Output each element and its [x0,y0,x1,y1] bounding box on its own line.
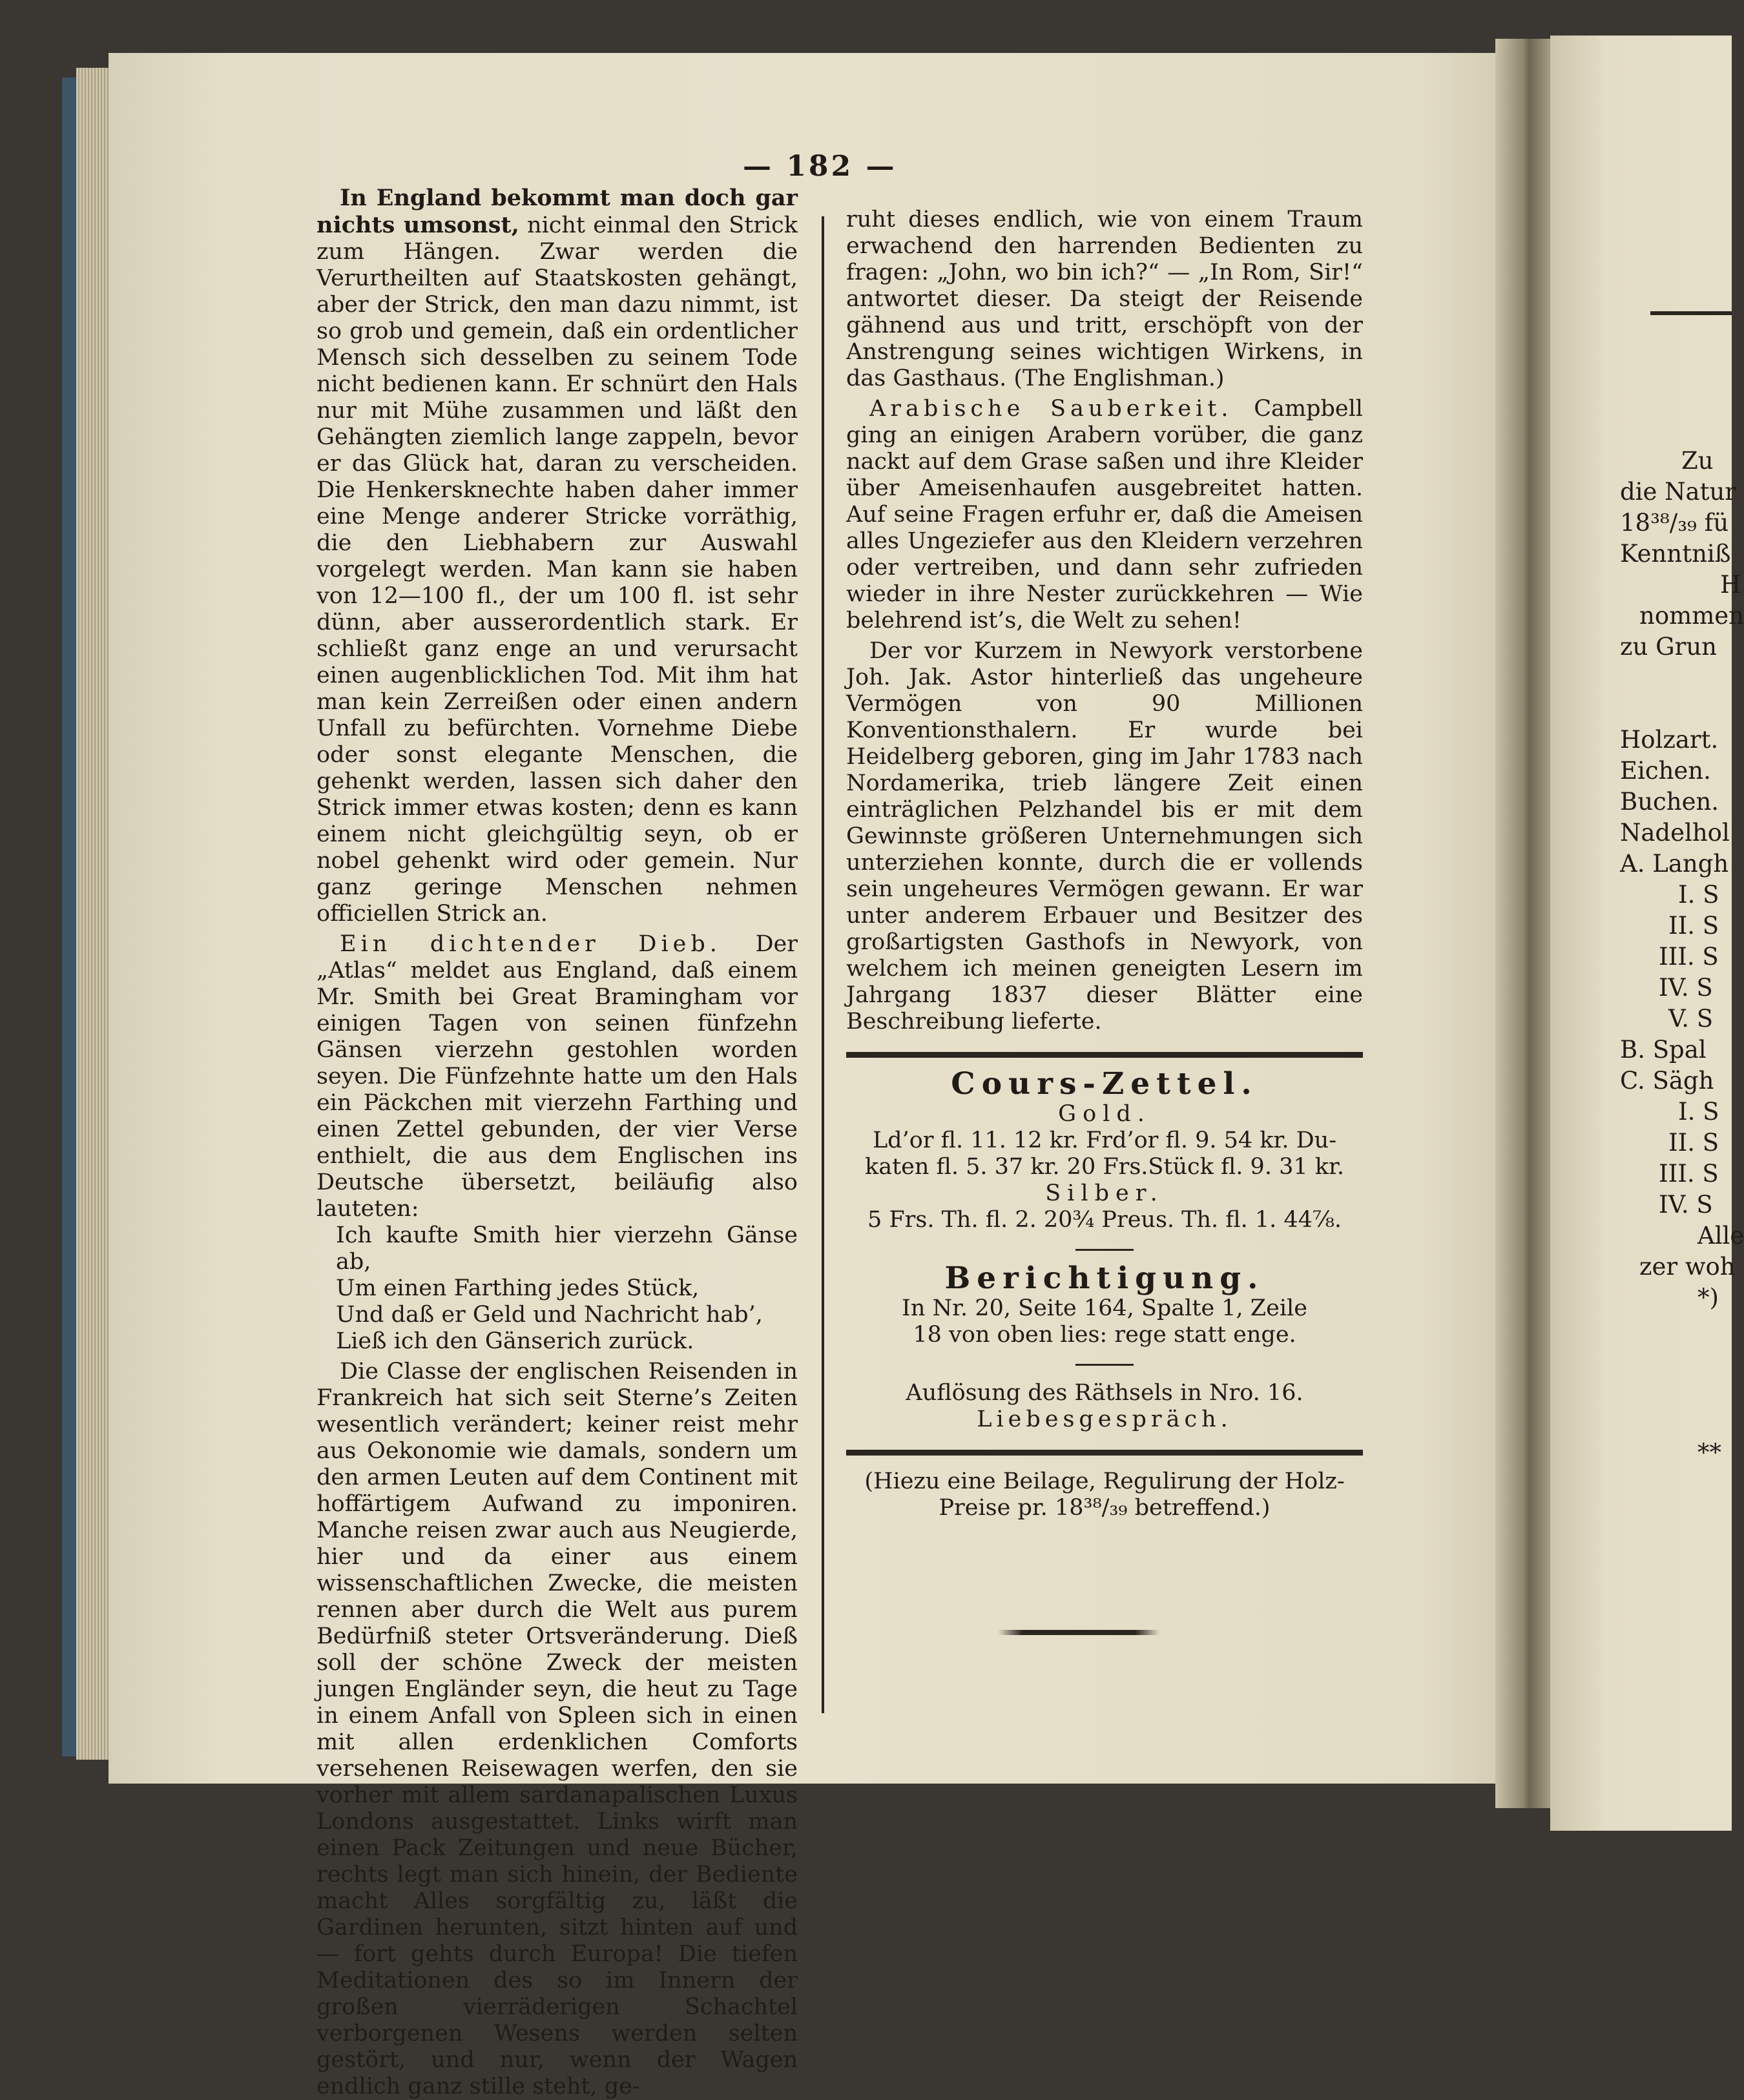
fragment-line: B. Spal [1620,1036,1707,1064]
fragment-line [1620,1344,1732,1375]
section-rule [846,1450,1363,1456]
silber-label: Silber. [1045,1180,1164,1206]
column-divider [822,216,824,1713]
end-ornament [998,1630,1159,1635]
fragment-line: Alle [1697,1222,1744,1250]
fragment-line: II. S [1668,912,1719,940]
fragment-line: I. S [1678,1098,1719,1126]
gold-rates-line: katen fl. 5. 37 kr. 20 Frs.Stück fl. 9. 31 kr. [865,1154,1344,1180]
fragment-line: H [1720,571,1741,599]
beilage-note: (Hiezu eine Beilage, Regulirung der Holz- [864,1468,1345,1494]
aufloesung-line: Auflösung des Räthsels in Nro. 16. [906,1380,1303,1406]
aufloesung-answer: Liebesgespräch. [977,1406,1232,1432]
page-number: — 182 — [743,150,897,183]
short-rule [1075,1249,1134,1251]
fragment-line: Eichen. [1620,757,1711,785]
article-arabische-body: Campbell ging an einigen Arabern vorüber, die ganz nackt auf dem Grase saßen und ihre Kleider über Ameisenhaufen ausgebreitet hatten. Auf seine Fragen erfuhr er, daß die Ameisen alles Ungeziefer aus den Kleidern verzehren oder vertreiben, und dann sehr zufrieden wieder in ihre Nester zurückkehren — Wie belehrend ist’s, die Welt zu sehen! [846,396,1363,633]
fragment-line [1620,663,1732,694]
section-rule [846,1052,1363,1058]
fragment-line: III. S [1659,1160,1719,1188]
berichtigung-title: Berichtigung. [944,1261,1265,1296]
middle-column [846,207,1363,1521]
gold-rates-line: Ld’or fl. 11. 12 kr. Frd’or fl. 9. 54 kr. Du- [872,1127,1337,1153]
cours-title: Cours-Zettel. [951,1066,1258,1102]
right-page-fragment [1620,446,1744,1468]
verse-line: Um einen Farthing jedes Stück, [336,1275,700,1301]
fragment-line [1620,1406,1732,1437]
article-reisende-continued: ruht dieses endlich, wie von einem Traum erwachend den harrenden Bedienten zu fragen: „John, wo bin ich?“ — „In Rom, Sir!“ antwortet dieser. Da steigt der Reisende gähnend aus und tritt, erschöpft von der Anstrengung seines wichtigen Wirkens, in das Gasthaus. (The Englishman.) [846,207,1363,391]
fragment-line: Kenntniß [1620,540,1731,568]
article-strick-body: nicht einmal den Strick zum Hängen. Zwar werden die Verurtheilten auf Staatskosten gehängt, aber der Strick, den man dazu nimmt, ist so grob und gemein, daß ein ordentlicher Mensch sich desselben zu seinem Tode nicht bedienen kann. Er schnürt den Hals nur mit Mühe zusammen und läßt den Gehängten ziemlich lange zappeln, bevor er das Glück hat, daran zu verscheiden. Die Henkersknechte haben daher immer eine Menge anderer Stricke vorräthig, die den Liebhabern zur Auswahl vorgelegt werden. Man kann sie haben von 12—100 fl., der um 100 fl. ist sehr dünn, aber ausserordentlich stark. Er schließt ganz enge an und verursacht einen augenblicklichen Tod. Mit ihm hat man kein Zerreißen oder einen andern Unfall zu befürchten. Vornehme Diebe oder sonst elegante Menschen, die gehenkt werden, lassen sich daher den Strick immer etwas kosten; denn es kann einem nicht gleichgültig seyn, ob er nobel gehenkt wird oder gemein. Nur ganz geringe Menschen nehmen officiellen Strick an. [317,212,798,927]
fragment-line: V. S [1668,1005,1714,1033]
fragment-line: 18³⁸/₃₉ fü [1620,509,1729,537]
fragment-line: III. S [1659,943,1719,971]
fragment-line: I. S [1678,881,1719,909]
fragment-line: *) [1697,1284,1719,1312]
article-dieb-head: Ein dichtender Dieb. [340,931,721,957]
verse-line: Ließ ich den Gänserich zurück. [336,1328,694,1354]
article-strick-lead: In England bekommt man doch gar nichts umsonst, [317,185,798,238]
left-column [317,185,798,2100]
right-page-ornament [1650,311,1732,315]
beilage-note: Preise pr. 18³⁸/₃₉ betreffend.) [939,1495,1271,1521]
fragment-line: nommen [1639,602,1744,630]
article-dieb-body: Der „Atlas“ meldet aus England, daß einem Mr. Smith bei Great Bramingham vor einigen Tagen von seinen fünfzehn Gänsen vierzehn gestohlen worden seyen. Die Fünfzehnte hatte um den Hals ein Päckchen mit vierzehn Farthing und einen Zettel gebunden, der vier Verse enthielt, die aus dem Englischen ins Deutsche übersetzt, beiläufig also lauteten: [317,931,798,1222]
fragment-line: ** [1697,1439,1721,1467]
silber-rates-line: 5 Frs. Th. fl. 2. 20¾ Preus. Th. fl. 1. 44⅞. [867,1207,1342,1233]
fragment-line: Buchen. [1620,788,1719,816]
fragment-line: Zu [1681,447,1714,475]
fragment-line: II. S [1668,1129,1719,1157]
fragment-line: IV. S [1659,974,1713,1002]
fragment-line: C. Sägh [1620,1067,1714,1095]
fragment-line: Nadelhol [1620,819,1730,847]
gold-label: Gold. [1058,1101,1151,1127]
verse-line: Und daß er Geld und Nachricht hab’, [336,1302,763,1328]
book-gutter [1495,39,1557,1808]
article-dieb [317,931,798,1222]
fragment-line [1620,1375,1732,1406]
berichtigung-text: 18 von oben lies: rege statt enge. [913,1322,1296,1348]
verse-line: Ich kaufte Smith hier vierzehn Gänse ab, [336,1222,798,1275]
article-arabische [846,396,1363,634]
fragment-line: zer woh [1639,1253,1736,1281]
fragment-line: IV. S [1659,1191,1713,1219]
fragment-line [1620,694,1732,725]
article-reisende: Die Classe der englischen Reisenden in Frankreich hat sich seit Sterne’s Zeiten wesentlich verändert; keiner reist mehr aus Oekonomie wie damals, sondern um den armen Leuten auf dem Continent mit hoffärtigem Aufwand zu imponiren. Manche reisen zwar auch aus Neugierde, hier und da einer aus einem wissenschaftlichen Zwecke, die meisten rennen aber durch die Welt aus purem Bedürfniß steter Ortsveränderung. Dieß soll der schöne Zweck der meisten jungen Engländer seyn, die heut zu Tage in einem Anfall von Spleen sich in einen mit allen erdenklichen Comforts versehenen Reisewagen werfen, den sie vorher mit allem sardanapalischen Luxus Londons ausgestattet. Links wirft man einen Pack Zeitungen und neue Bücher, rechts legt man sich hinein, der Bediente macht Alles sorgfältig zu, läßt die Gardinen herunten, sitzt hinten auf und — fort gehts durch Europa! Die tiefen Meditationen des so im Innern der großen vierräderigen Schachtel verborgenen Wesens werden selten gestört, und nur, wenn der Wagen endlich ganz stille steht, ge- [317,1359,798,2099]
fragment-line: die Natur [1620,478,1736,506]
article-strick [317,185,798,927]
short-rule [1075,1364,1134,1366]
fragment-line: Holzart. [1620,726,1719,754]
article-arabische-head: Arabische Sauberkeit. [869,396,1233,422]
article-astor: Der vor Kurzem in Newyork verstorbene Joh. Jak. Astor hinterließ das ungeheure Vermögen von 90 Millionen Konventionsthalern. Er wurde bei Heidelberg geboren, ging im Jahr 1783 nach Nordamerika, trieb längere Zeit einen einträglichen Pelzhandel bis er mit dem Gewinnste größeren Unternehmungen sich unterziehen konnte, durch die er vollends sein ungeheures Vermögen gewann. Er war unter anderem Erbauer und Besitzer des großartigsten Gasthofs in Newyork, von welchem ich meinen geneigten Lesern im Jahrgang 1837 dieser Blätter eine Beschreibung lieferte. [846,638,1363,1035]
berichtigung-text: In Nr. 20, Seite 164, Spalte 1, Zeile [902,1295,1307,1321]
fragment-line: zu Grun [1620,633,1717,661]
fragment-line [1620,1313,1732,1344]
fragment-line: A. Langh [1620,850,1729,878]
